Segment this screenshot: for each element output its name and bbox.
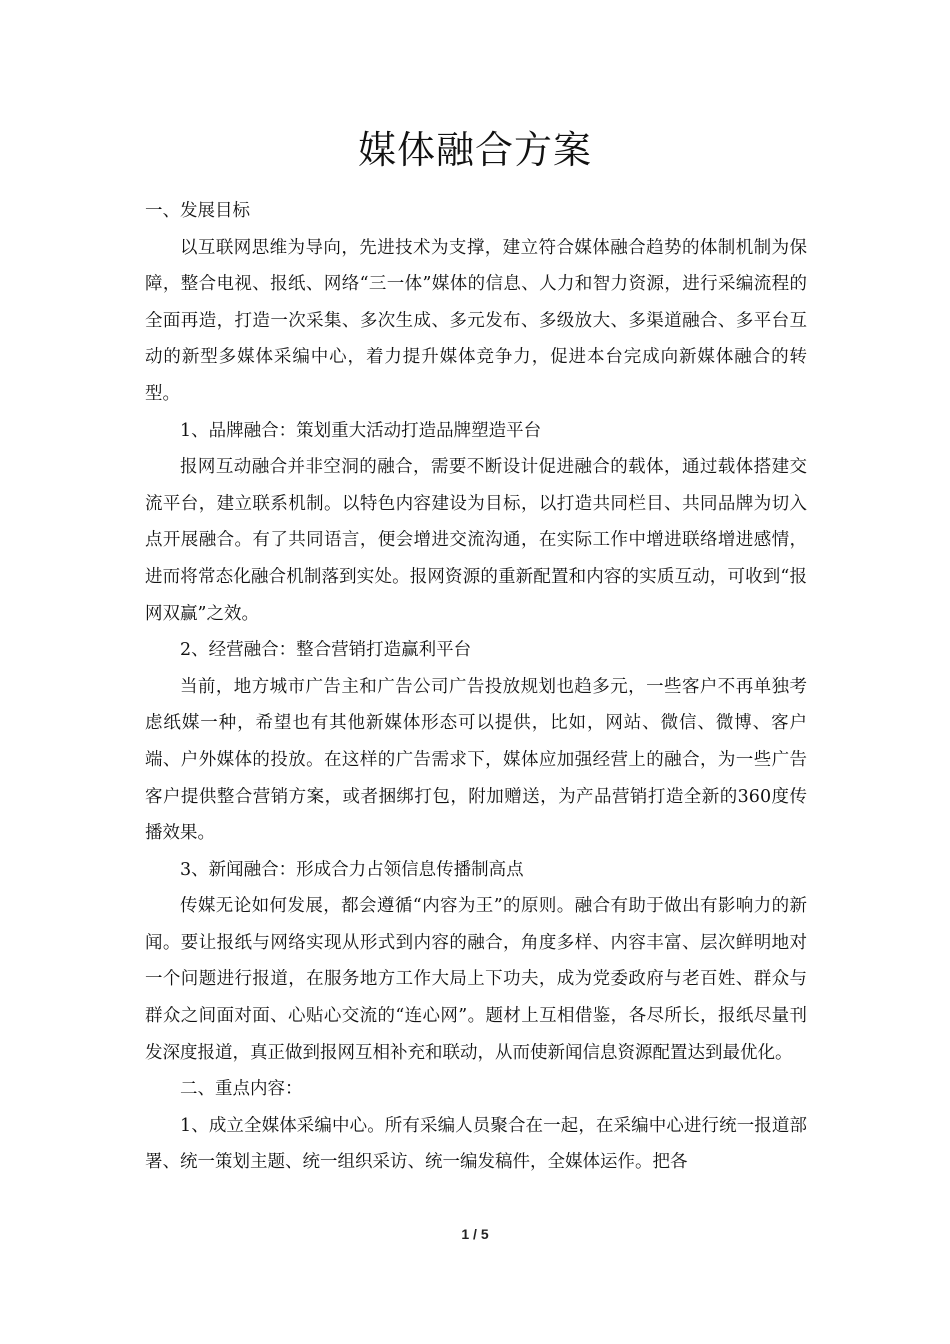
body-paragraph: 以互联网思维为导向，先进技术为支撑，建立符合媒体融合趋势的体制机制为保障，整合电视、报纸、网络“三一体”媒体的信息、人力和智力资源，进行采编流程的全面再造，打造一次采集、多次生成、多元发布、多级放大、多渠道融合、多平台互动的新型多媒体采编中心，着力提升媒体竞争力，促进本台完成向新媒体融合的转型。: [145, 237, 807, 404]
document-title: 媒体融合方案: [357, 128, 592, 172]
page-number: 1 / 5: [461, 1226, 489, 1242]
subsection-heading: 3、新闻融合：形成合力占领信息传播制高点: [180, 859, 524, 880]
subsection-heading: 1、品牌融合：策划重大活动打造品牌塑造平台: [180, 420, 542, 441]
subsection-heading: 2、经营融合：整合营销打造赢利平台: [180, 640, 472, 661]
body-paragraph: 报网互动融合并非空洞的融合，需要不断设计促进融合的载体，通过载体搭建交流平台，建立联系机制。以特色内容建设为目标，以打造共同栏目、共同品牌为切入点开展融合。有了共同语言，便会增进交流沟通，在实际工作中增进联络增进感情，进而将常态化融合机制落到实处。报网资源的重新配置和内容的实质互动，可收到“报网双赢”之效。: [145, 457, 807, 624]
document-body: [145, 193, 807, 1181]
section-heading: 二、重点内容：: [180, 1079, 303, 1100]
body-paragraph: 当前，地方城市广告主和广告公司广告投放规划也趋多元，一些客户不再单独考虑纸媒一种，希望也有其他新媒体形态可以提供，比如，网站、微信、微博、客户端、户外媒体的投放。在这样的广告需求下，媒体应加强经营上的融合，为一些广告客户提供整合营销方案，或者捆绑打包，附加赠送，为产品营销打造全新的360度传播效果。: [145, 676, 807, 844]
section-heading: 一、发展目标: [145, 201, 250, 221]
body-paragraph: 1、成立全媒体采编中心。所有采编人员聚合在一起，在采编中心进行统一报道部署、统一策划主题、统一组织采访、统一编发稿件，全媒体运作。把各: [145, 1115, 807, 1173]
body-paragraph: 传媒无论如何发展，都会遵循“内容为王”的原则。融合有助于做出有影响力的新闻。要让报纸与网络实现从形式到内容的融合，角度多样、内容丰富、层次鲜明地对一个问题进行报道，在服务地方工作大局上下功夫，成为党委政府与老百姓、群众与群众之间面对面、心贴心交流的“连心网”。题材上互相借鉴，各尽所长，报纸尽量刊发深度报道，真正做到报网互相补充和联动，从而使新闻信息资源配置达到最优化。: [145, 896, 807, 1063]
